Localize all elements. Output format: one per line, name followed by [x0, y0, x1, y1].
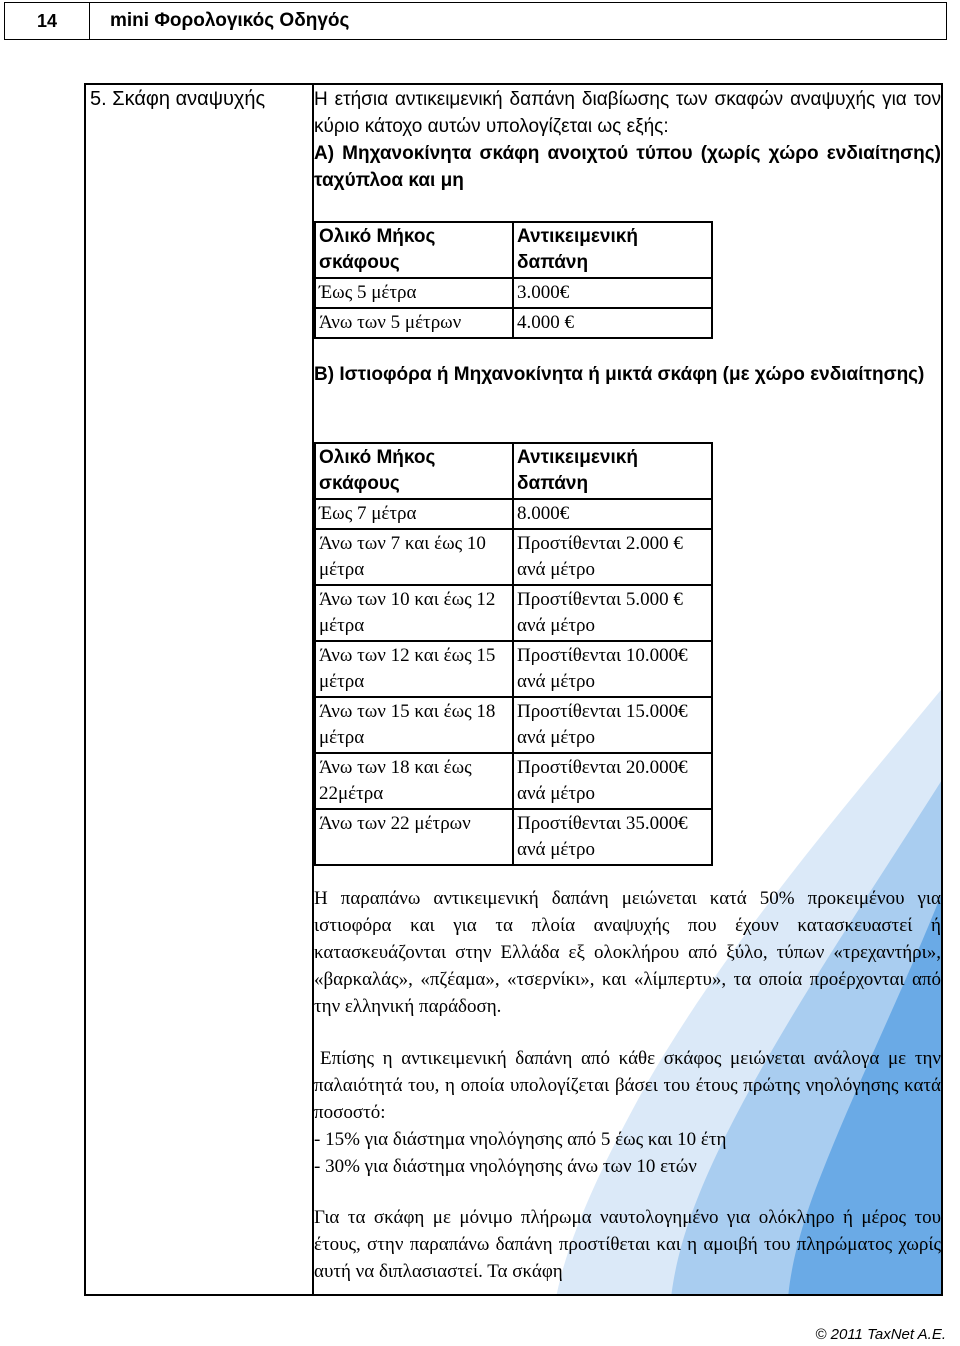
table-header-row [315, 443, 712, 499]
table-row [315, 753, 712, 809]
length-cell: Άνω των 10 και έως 12 μέτρα [315, 585, 513, 641]
cost-cell: Προστίθενται 20.000€ ανά μέτρο [513, 753, 712, 809]
table-row [315, 499, 712, 529]
table-row [315, 585, 712, 641]
crew-paragraph: Για τα σκάφη με μόνιμο πλήρωμα ναυτολογημένο για ολόκληρο ή μέρος του έτους, στην παραπάνω δαπάνη προστίθεται και η αμοιβή του πληρώματος χωρίς αυτή να διπλασιαστεί. Τα σκάφη [314, 1207, 941, 1282]
table-row [315, 809, 712, 865]
table-b [314, 442, 713, 866]
length-cell: Έως 5 μέτρα [315, 278, 513, 308]
length-cell: Άνω των 7 και έως 10 μέτρα [315, 529, 513, 585]
table-header-row [315, 222, 712, 278]
length-cell: Άνω των 12 και έως 15 μέτρα [315, 641, 513, 697]
cost-cell: Προστίθενται 35.000€ ανά μέτρο [513, 809, 712, 865]
cost-cell: 3.000€ [513, 278, 712, 308]
length-cell: Έως 7 μέτρα [315, 499, 513, 529]
age-item: - 30% για διάστημα νηολόγησης άνω των 10 ετών [314, 1156, 697, 1177]
col-cost-header: Αντικειμενική δαπάνη [513, 443, 712, 499]
heading-a: Α) Μηχανοκίνητα σκάφη ανοιχτού τύπου (χωρίς χώρο ενδιαίτησης) ταχύπλοα και μη [314, 143, 941, 191]
cost-cell: Προστίθενται 2.000 € ανά μέτρο [513, 529, 712, 585]
intro-paragraph: Η ετήσια αντικειμενική δαπάνη διαβίωσης των σκαφών αναψυχής για τον κύριο κάτοχο αυτών υπολογίζεται ως εξής: [314, 89, 941, 137]
age-item: - 15% για διάστημα νηολόγησης από 5 έως και 10 έτη [314, 1129, 727, 1150]
length-cell: Άνω των 18 και έως 22μέτρα [315, 753, 513, 809]
col-length-header: Ολικό Μήκος σκάφους [315, 222, 513, 278]
table-row [315, 529, 712, 585]
cost-cell: 4.000 € [513, 308, 712, 338]
section-label: 5. Σκάφη αναψυχής [90, 88, 266, 110]
heading-b: Β) Ιστιοφόρα ή Μηχανοκίνητα ή μικτά σκάφη (με χώρο ενδιαίτησης) [314, 364, 925, 385]
cost-cell: 8.000€ [513, 499, 712, 529]
copyright-footer: © 2011 TaxNet A.E. [815, 1326, 946, 1343]
length-cell: Άνω των 15 και έως 18 μέτρα [315, 697, 513, 753]
cost-cell: Προστίθενται 15.000€ ανά μέτρο [513, 697, 712, 753]
section-box [84, 83, 943, 1296]
table-row [315, 308, 712, 338]
page-number: 14 [4, 2, 90, 40]
age-paragraph: Επίσης η αντικειμενική δαπάνη από κάθε σκάφος μειώνεται ανάλογα με την παλαιότητά του, η οποία υπολογίζεται βάσει του έτους πρώτης νηολόγησης κατά ποσοστό: [314, 1048, 941, 1123]
cost-cell: Προστίθενται 5.000 € ανά μέτρο [513, 585, 712, 641]
length-cell: Άνω των 22 μέτρων [315, 809, 513, 865]
reduction-paragraph: Η παραπάνω αντικειμενική δαπάνη μειώνεται κατά 50% προκειμένου για ιστιοφόρα και για τα πλοία αναψυχής που έχουν κατασκευαστεί ή κατασκευάζονται στην Ελλάδα εξ ολοκλήρου από ξύλο, τύπων «τρεχαντήρι», «βαρκαλάς», «πζέαμα», «τσερνίκι», και «λίμπερτυ», τα οποία προέρχονται από την ελληνική παράδοση. [314, 888, 941, 1017]
table-row [315, 641, 712, 697]
table-a [314, 221, 713, 339]
table-row [315, 278, 712, 308]
running-header-title: mini Φορολογικός Οδηγός [90, 2, 947, 40]
length-cell: Άνω των 5 μέτρων [315, 308, 513, 338]
col-length-header: Ολικό Μήκος σκάφους [315, 443, 513, 499]
col-cost-header: Αντικειμενική δαπάνη [513, 222, 712, 278]
table-row [315, 697, 712, 753]
cost-cell: Προστίθενται 10.000€ ανά μέτρο [513, 641, 712, 697]
